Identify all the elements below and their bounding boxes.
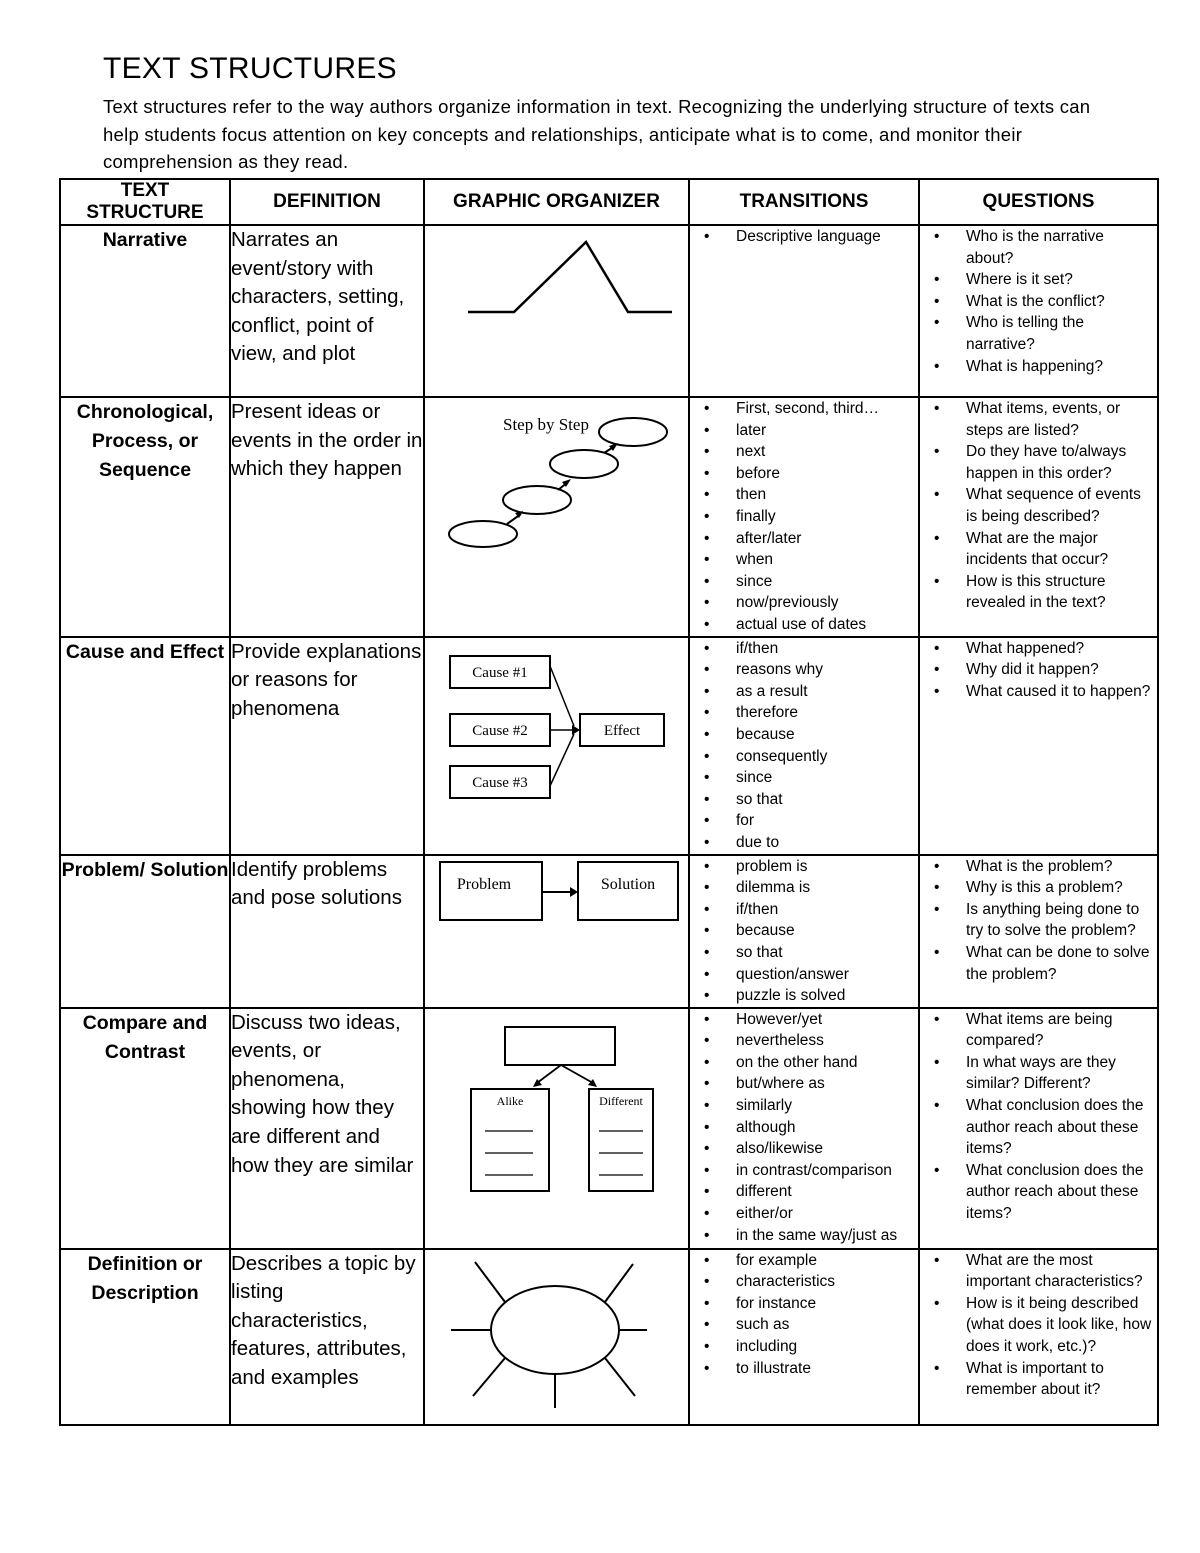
page-title: TEXT STRUCTURES bbox=[103, 52, 397, 85]
list-item: • What is the conflict? bbox=[920, 291, 1157, 313]
list-item: • What is the problem? bbox=[920, 856, 1157, 878]
problem-label: Problem bbox=[456, 875, 511, 893]
list-item: • similarly bbox=[690, 1095, 918, 1117]
cause-effect-diagram bbox=[427, 646, 687, 806]
transitions-list bbox=[690, 638, 918, 854]
list-item: • finally bbox=[690, 506, 918, 528]
list-item: • to illustrate bbox=[690, 1358, 918, 1380]
header-row bbox=[60, 179, 1158, 225]
list-item: • after/later bbox=[690, 528, 918, 550]
list-item: • What items are being compared? bbox=[920, 1009, 1157, 1052]
list-item: • Who is telling the narrative? bbox=[920, 312, 1157, 355]
header-text-structure: TEXT STRUCTURE bbox=[60, 179, 230, 225]
list-item: • Why did it happen? bbox=[920, 659, 1157, 681]
description-web-diagram bbox=[447, 1250, 667, 1420]
list-item: • What conclusion does the author reach about these items? bbox=[920, 1160, 1157, 1225]
list-item: • What sequence of events is being described? bbox=[920, 484, 1157, 527]
text-structures-table bbox=[59, 178, 1159, 1426]
list-item: • before bbox=[690, 463, 918, 485]
list-item: • but/where as bbox=[690, 1073, 918, 1095]
list-item: • for instance bbox=[690, 1293, 918, 1315]
list-item: • What are the most important characteristics? bbox=[920, 1250, 1157, 1293]
description-organizer bbox=[424, 1249, 689, 1425]
list-item: • for example bbox=[690, 1250, 918, 1272]
list-item: • What can be done to solve the problem? bbox=[920, 942, 1157, 985]
questions-list bbox=[920, 1009, 1157, 1225]
list-item: • on the other hand bbox=[690, 1052, 918, 1074]
list-item: • Why is this a problem? bbox=[920, 877, 1157, 899]
problem-solution-organizer bbox=[424, 855, 689, 1008]
list-item: • including bbox=[690, 1336, 918, 1358]
list-item: • Where is it set? bbox=[920, 269, 1157, 291]
plot-arc-diagram bbox=[442, 226, 672, 336]
table-row-compare-contrast bbox=[60, 1008, 1158, 1249]
structure-definition: Describes a topic by listing characteristics, features, attributes, and examples bbox=[230, 1249, 424, 1425]
list-item: • also/likewise bbox=[690, 1138, 918, 1160]
list-item: • What happened? bbox=[920, 638, 1157, 660]
list-item: • puzzle is solved bbox=[690, 985, 918, 1007]
table-row-cause-effect bbox=[60, 637, 1158, 855]
list-item: • if/then bbox=[690, 638, 918, 660]
list-item: • when bbox=[690, 549, 918, 571]
list-item: • What conclusion does the author reach about these items? bbox=[920, 1095, 1157, 1160]
header-questions: QUESTIONS bbox=[919, 179, 1158, 225]
transitions-list bbox=[690, 398, 918, 636]
questions-list bbox=[920, 638, 1157, 703]
sequence-organizer bbox=[424, 397, 689, 637]
header-graphic-organizer: GRAPHIC ORGANIZER bbox=[424, 179, 689, 225]
questions-list bbox=[920, 226, 1157, 377]
narrative-organizer bbox=[424, 225, 689, 397]
list-item: • First, second, third… bbox=[690, 398, 918, 420]
cause-1-label: Cause #1 bbox=[471, 664, 528, 681]
table-row-chronological bbox=[60, 397, 1158, 637]
list-item: • In what ways are they similar? Different? bbox=[920, 1052, 1157, 1095]
list-item: • characteristics bbox=[690, 1271, 918, 1293]
list-item: • due to bbox=[690, 832, 918, 854]
cause-effect-organizer bbox=[424, 637, 689, 855]
structure-definition: Identify problems and pose solutions bbox=[230, 855, 424, 1008]
list-item: • such as bbox=[690, 1314, 918, 1336]
list-item: • next bbox=[690, 441, 918, 463]
transitions-list bbox=[690, 226, 918, 248]
questions-list bbox=[920, 856, 1157, 986]
structure-definition: Present ideas or events in the order in which they happen bbox=[230, 397, 424, 637]
list-item: • What is important to remember about it? bbox=[920, 1358, 1157, 1401]
table-row-narrative bbox=[60, 225, 1158, 397]
cause-3-label: Cause #3 bbox=[471, 774, 528, 791]
effect-label: Effect bbox=[603, 722, 640, 739]
list-item: • different bbox=[690, 1181, 918, 1203]
list-item: • dilemma is bbox=[690, 877, 918, 899]
list-item: • if/then bbox=[690, 899, 918, 921]
list-item: • consequently bbox=[690, 746, 918, 768]
structure-name: Narrative bbox=[60, 225, 230, 397]
list-item: • Is anything being done to try to solve the problem? bbox=[920, 899, 1157, 942]
list-item: • nevertheless bbox=[690, 1030, 918, 1052]
transitions-list bbox=[690, 1009, 918, 1247]
list-item: • What caused it to happen? bbox=[920, 681, 1157, 703]
structure-definition: Narrates an event/story with characters, setting, conflict, point of view, and plot bbox=[230, 225, 424, 397]
list-item: • so that bbox=[690, 942, 918, 964]
structure-name: Definition or Description bbox=[60, 1249, 230, 1425]
structure-name: Compare and Contrast bbox=[60, 1008, 230, 1249]
list-item: • Who is the narrative about? bbox=[920, 226, 1157, 269]
list-item: • because bbox=[690, 724, 918, 746]
solution-label: Solution bbox=[600, 875, 655, 893]
list-item: • question/answer bbox=[690, 964, 918, 986]
problem-solution-diagram bbox=[432, 856, 682, 926]
alike-label: Alike bbox=[496, 1093, 523, 1108]
compare-contrast-organizer bbox=[424, 1008, 689, 1249]
list-item: • now/previously bbox=[690, 592, 918, 614]
structure-definition: Provide explanations or reasons for phenomena bbox=[230, 637, 424, 855]
list-item: • Do they have to/always happen in this order? bbox=[920, 441, 1157, 484]
different-label: Different bbox=[598, 1093, 643, 1108]
structure-definition: Discuss two ideas, events, or phenomena, showing how they are different and how they are similar bbox=[230, 1008, 424, 1249]
list-item: • for bbox=[690, 810, 918, 832]
list-item: • How is it being described (what does it look like, how does it work, etc.)? bbox=[920, 1293, 1157, 1358]
list-item: • either/or bbox=[690, 1203, 918, 1225]
list-item: • How is this structure revealed in the text? bbox=[920, 571, 1157, 614]
header-transitions: TRANSITIONS bbox=[689, 179, 919, 225]
list-item: • What is happening? bbox=[920, 356, 1157, 378]
list-item: • although bbox=[690, 1117, 918, 1139]
list-item: • since bbox=[690, 767, 918, 789]
compare-contrast-diagram bbox=[457, 1023, 657, 1203]
questions-list bbox=[920, 1250, 1157, 1401]
list-item: • later bbox=[690, 420, 918, 442]
list-item: • in contrast/comparison bbox=[690, 1160, 918, 1182]
structure-name: Chronological, Process, or Sequence bbox=[60, 397, 230, 637]
transitions-list bbox=[690, 1250, 918, 1380]
list-item: • actual use of dates bbox=[690, 614, 918, 636]
list-item: • What items, events, or steps are listed? bbox=[920, 398, 1157, 441]
list-item: • Descriptive language bbox=[690, 226, 918, 248]
list-item: • However/yet bbox=[690, 1009, 918, 1031]
list-item: • What are the major incidents that occur? bbox=[920, 528, 1157, 571]
cause-2-label: Cause #2 bbox=[471, 722, 528, 739]
structure-name: Cause and Effect bbox=[60, 637, 230, 855]
list-item: • then bbox=[690, 484, 918, 506]
intro-paragraph: Text structures refer to the way authors organize information in text. Recognizing the underlying structure of texts can help students focus attention on key concepts and relationships, anticipate what is to come, and monitor their comprehension as they read. bbox=[103, 96, 1091, 172]
list-item: • because bbox=[690, 920, 918, 942]
transitions-list bbox=[690, 856, 918, 1007]
structure-name: Problem/ Solution bbox=[60, 855, 230, 1008]
header-definition: DEFINITION bbox=[230, 179, 424, 225]
questions-list bbox=[920, 398, 1157, 614]
list-item: • in the same way/just as bbox=[690, 1225, 918, 1247]
list-item: • problem is bbox=[690, 856, 918, 878]
table-row-definition-description bbox=[60, 1249, 1158, 1425]
list-item: • reasons why bbox=[690, 659, 918, 681]
step-by-step-label: Step by Step bbox=[502, 415, 589, 434]
list-item: • therefore bbox=[690, 702, 918, 724]
list-item: • so that bbox=[690, 789, 918, 811]
table-row-problem-solution bbox=[60, 855, 1158, 1008]
list-item: • since bbox=[690, 571, 918, 593]
step-by-step-diagram bbox=[437, 398, 677, 548]
list-item: • as a result bbox=[690, 681, 918, 703]
